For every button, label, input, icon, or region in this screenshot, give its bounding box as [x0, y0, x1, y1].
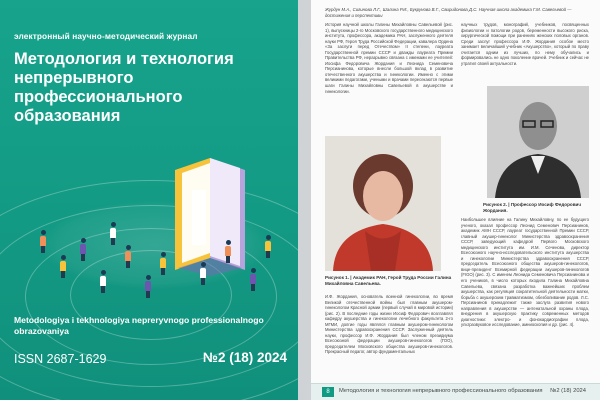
article-text-column-1: История научной школы Галины Михайловны Савельевой (рис. 1), выпускницы 2-го Московского государственного медицинского института, профессора, академика РАН, заслуженного деятеля науки РФ, Героя Труда Российской Федерации, кавалера Ордена «За заслуги перед Отечеством» II степени, лауреата Государственной премии СССР и дважды лауреата Премии Правительства РФ, неразрывно связана с именами ее учителей: Иосифа Федоровича Жордания и Леонида Семеновича Персианинова, которые внесли большой вклад в развитие отечественного акушерства и гинекологии. Именно с этими великими педагогами, учеными и врачами пересекаются первые шаги Галины Михайловны Савельевой в акушерстве и гинекологии. — [325, 22, 453, 94]
article-text-column-1-bottom: И.Ф. Жордания, основатель военной гинекологии, во время Великой отечественной войны был главным акушером-гинекологом Красной армии (первый случай в мировой истории) (рис. 2). В последние годы жизни Иосиф Федорович возглавлял кафедру акушерства и гинекологии лечебного факультета 2-го МГМИ, долгие годы являлся главным акушером-гинекологом Министерства здравоохранения СССР. Заслуженный деятель науки, профессор И.Ф. Жордания был членом президиума Всесоюзной федерации акушеров-гинекологов (ГОО), председателем Московского общества акушеров-гинекологов. Прекрасный педагог, автор фундаментальных — [325, 294, 453, 355]
journal-cover — [0, 0, 298, 400]
person-figure — [225, 240, 231, 263]
person-figure — [125, 245, 131, 268]
open-book-illustration — [170, 150, 250, 280]
portrait-photo-1 — [325, 136, 441, 271]
person-figure — [100, 270, 106, 293]
person-figure — [60, 255, 66, 278]
person-figure — [145, 275, 151, 298]
footer-issue: №2 (18) 2024 — [550, 388, 586, 394]
issn-number: ISSN 2687-1629 — [14, 352, 107, 366]
article-text-column-2-bottom: Наибольшее влияние на Галину Михайловну, по ее будущего ученого, оказал профессор Леонид Семенович Персианинов, академик АМН СССР, лауреат государственной Премии СССР, главный акушер-гинеколог Министерства здравоохранения СССР, заведующий кафедрой Первого Московского медицинского института им. И.М. Сеченова, директор Всесоюзного научно-исследовательского института акушерства и гинекологии Министерства здравоохранения СССР, председатель Всесоюзного общества акушеров-гинекологов, вице-президент Всемирной федерации акушеров-гинекологов (FIGO) (рис. 3). С именем Леонида Семеновича Персианинова и его учеников, в число которых входила Галина Михайловна Савельева, связана разработка важнейших проблем акушерства, как регуляция сократительной деятельности матки, борьба с акушерским травматизмом, обезболивание родов. Л.С. Персианинов принадлежит также заслуга развития нового направления в акушерстве — антенатальной охраны плода, внедрения в акушерскую практику современных методов диагностики: электро- и фонокардиографии плода, ультразвуковое исследование, амниоскопия и др. (рис. 4). — [461, 217, 589, 328]
person-figure — [40, 230, 46, 253]
journal-latin-title: Metodologiya i tekhnologiya nepreryvnogo professionalnogo obrazovaniya — [14, 315, 264, 336]
person-figure — [80, 238, 86, 261]
article-page — [311, 0, 600, 400]
portrait-woman-image — [325, 136, 441, 271]
footer-journal-title: Методология и технология непрерывного профессионального образования — [339, 388, 543, 394]
page-number: 8 — [322, 387, 334, 397]
journal-title: Методология и технология непрерывного профессионального образования — [14, 50, 234, 125]
figure-1-caption: Рисунок 1. | Академик РАН, Герой Труда России Галина Михайловна Савельева. — [325, 275, 452, 286]
journal-subtitle: электронный научно-методический журнал — [14, 31, 198, 41]
portrait-photo-2 — [487, 86, 589, 198]
person-figure — [250, 268, 256, 291]
figure-2-caption: Рисунок 2. | Профессор Иосиф Федорович Жордания. — [483, 202, 582, 213]
article-authors: Журдун М.А., Сигинова Л.Г., Шалина Р.И., Букрунова В.Г., Свиридонова Д.С. Научная школа академика Г.М. Савельевой — достижения и перспективы — [325, 7, 572, 18]
page-footer — [311, 383, 600, 400]
person-figure — [110, 222, 116, 245]
person-figure — [160, 252, 166, 275]
issue-number: №2 (18) 2024 — [202, 350, 287, 365]
article-text-column-2: научных трудов, монографий, учебников, посвященных физиологии и патологии родов, беременности высокого риска, хирургической помощи при ранениях женских половых органов. Среди заслуг профессора И.Ф. Жордания особое место занимает величайший учебник «Акушерство», который по праву считается одним из лучших, по нему обучались и формировались не одно поколение врачей. Учебник и сейчас не утратил своей актуальности. — [461, 22, 589, 66]
person-figure — [200, 262, 206, 285]
person-figure — [265, 235, 271, 258]
portrait-man-image — [487, 86, 589, 198]
